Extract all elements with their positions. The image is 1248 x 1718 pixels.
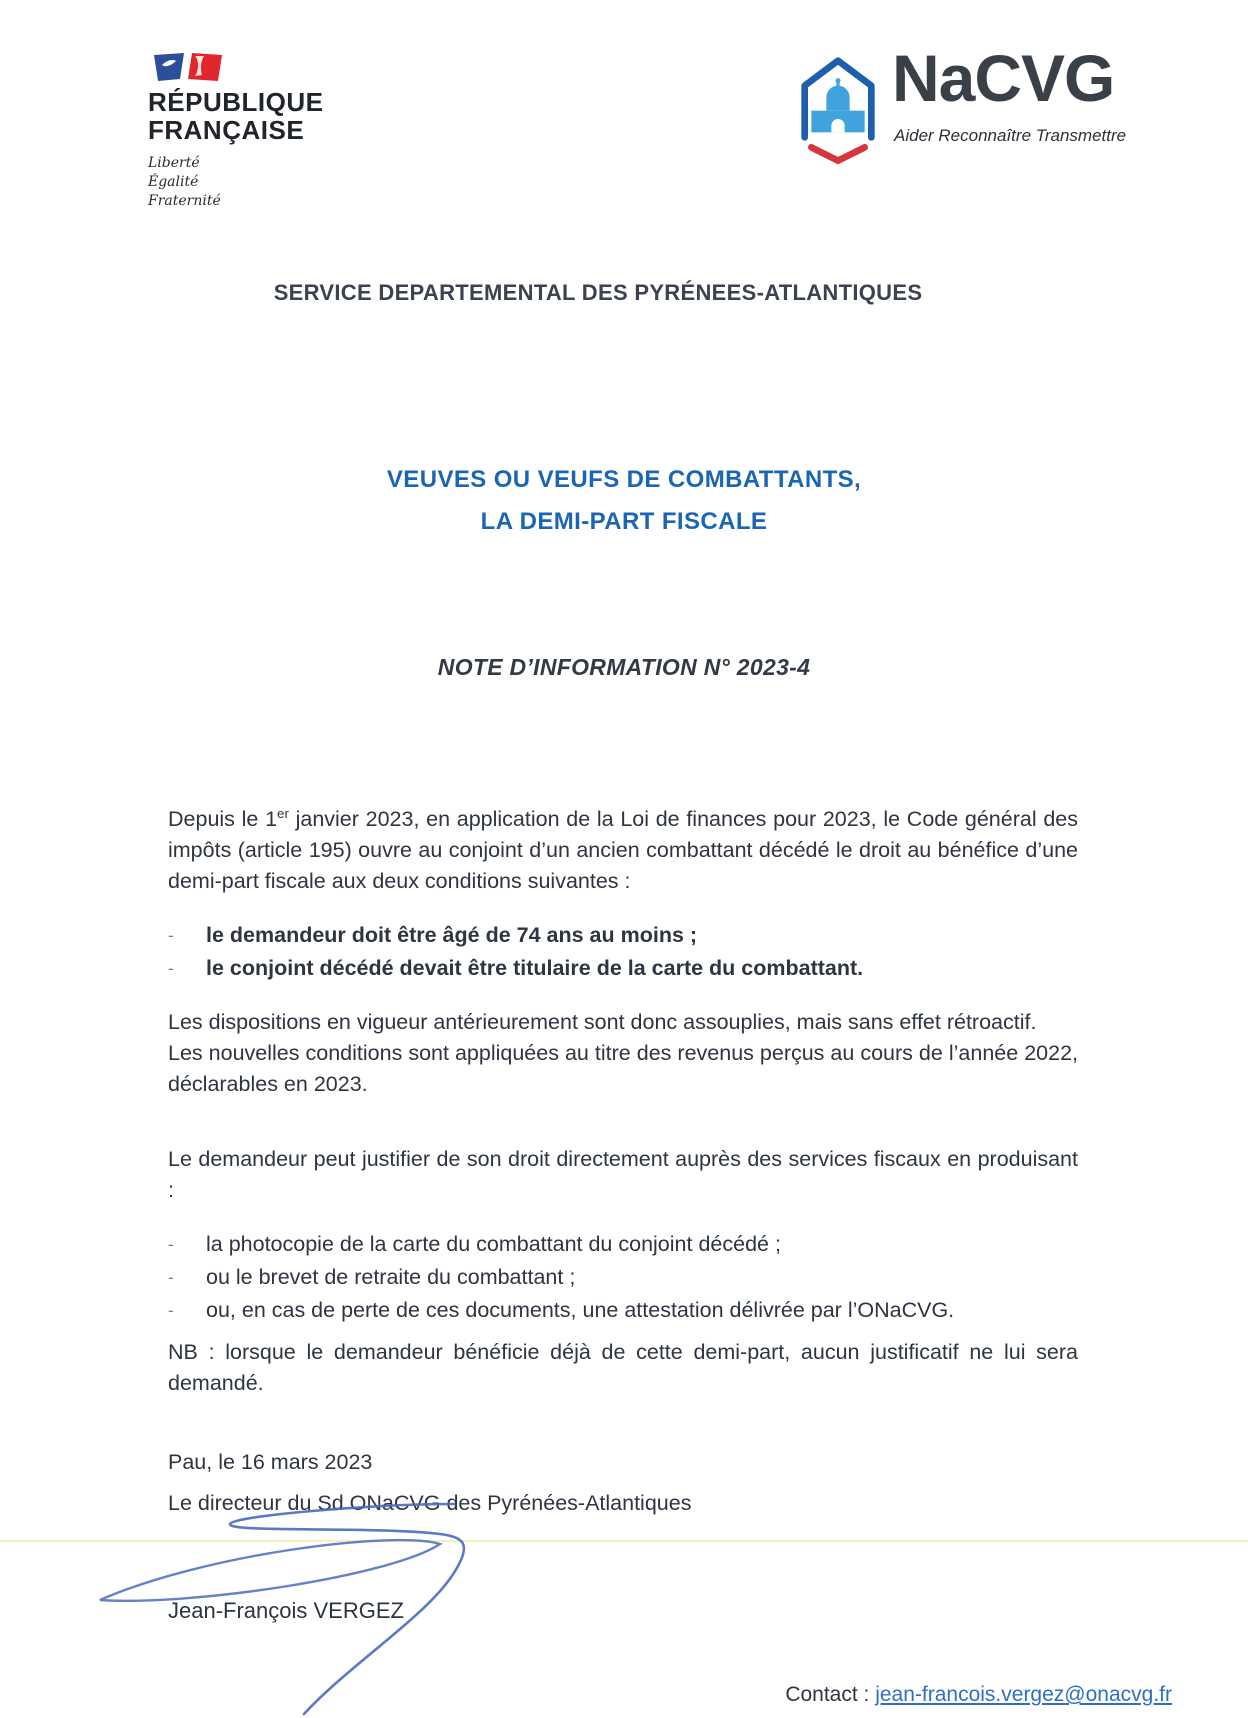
- onacvg-hexagon-dome-icon: [788, 50, 888, 168]
- rf-title-line1: RÉPUBLIQUE: [148, 87, 324, 117]
- rf-title: [148, 88, 408, 144]
- dash-bullet-icon: -: [168, 1235, 174, 1254]
- intro-prefix: Depuis le 1: [168, 807, 278, 831]
- paragraph-nb: NB : lorsque le demandeur bénéficie déjà de cette demi-part, aucun justificatif ne lui sera demandé.: [168, 1340, 1078, 1395]
- ordinal-superscript: er: [277, 805, 289, 821]
- condition-carte: le conjoint décédé devait être titulaire de la carte du combattant.: [206, 956, 864, 980]
- rf-motto: [148, 154, 408, 211]
- dash-bullet-icon: -: [168, 959, 174, 978]
- letter-body: [168, 804, 1078, 1519]
- list-item: [168, 919, 1078, 952]
- rf-motto-egalite: Égalité: [148, 174, 199, 190]
- dash-bullet-icon: -: [168, 1268, 174, 1287]
- list-item: [168, 1294, 1078, 1327]
- condition-age: le demandeur doit être âgé de 74 ans au moins ;: [206, 923, 698, 947]
- list-item: [168, 952, 1078, 985]
- note-reference: NOTE D’INFORMATION N° 2023-4: [437, 654, 811, 680]
- onacvg-wordmark: NaCVG: [892, 41, 1115, 115]
- paragraph-dispositions: Les dispositions en vigueur antérieurement sont donc assouplies, mais sans effet rétroactif.: [168, 1010, 1037, 1034]
- list-item: [168, 1261, 1078, 1294]
- signatory-name: Jean-François VERGEZ: [168, 1598, 404, 1623]
- contact-label: Contact :: [785, 1683, 870, 1706]
- list-item: [168, 1228, 1078, 1261]
- republique-francaise-logo: [148, 52, 408, 211]
- dash-bullet-icon: -: [168, 1301, 174, 1320]
- contact-email-link[interactable]: jean-francois.vergez@onacvg.fr: [875, 1683, 1172, 1706]
- signatory-title: Le directeur du Sd ONaCVG des Pyrénées-Atlantiques: [168, 1491, 692, 1515]
- french-flag-icon: [150, 52, 228, 82]
- contact-line: [785, 1683, 1172, 1707]
- intro-rest: janvier 2023, en application de la Loi de finances pour 2023, le Code général des impôts (article 195) ouvre au conjoint d’un ancien combattant décédé le droit au bénéfice d’une demi-part fiscale aux deux conditions suivantes :: [168, 807, 1078, 893]
- document-brevet: ou le brevet de retraite du combattant ;: [206, 1265, 576, 1289]
- conditions-list: [168, 919, 1078, 985]
- rf-motto-liberte: Liberté: [148, 155, 200, 171]
- paragraph-intro: [168, 804, 1078, 897]
- doc-title-line1: VEUVES OU VEUFS DE COMBATTANTS,: [386, 466, 862, 493]
- paragraph-nouvelles-conditions: Les nouvelles conditions sont appliquées au titre des revenus perçus au cours de l’année 2022, déclarables en 2023.: [168, 1041, 1078, 1096]
- document-photocopie: la photocopie de la carte du combattant du conjoint décédé ;: [206, 1232, 781, 1256]
- doc-title-line2: LA DEMI-PART FISCALE: [480, 508, 768, 535]
- rf-title-line2: FRANÇAISE: [148, 115, 305, 145]
- onacvg-tagline: Aider Reconnaître Transmettre: [894, 126, 1127, 145]
- document-attestation: ou, en cas de perte de ces documents, une attestation délivrée par l’ONaCVG.: [206, 1298, 955, 1322]
- paragraph-justifier: Le demandeur peut justifier de son droit directement auprès des services fiscaux en produisant :: [168, 1147, 1078, 1202]
- dash-bullet-icon: -: [168, 926, 174, 945]
- place-date: Pau, le 16 mars 2023: [168, 1450, 373, 1474]
- service-heading: SERVICE DEPARTEMENTAL DES PYRÉNEES-ATLANTIQUES: [273, 280, 923, 305]
- rf-motto-fraternite: Fraternité: [148, 193, 221, 209]
- documents-list: [168, 1228, 1078, 1327]
- scan-artifact-line: [0, 1540, 1248, 1542]
